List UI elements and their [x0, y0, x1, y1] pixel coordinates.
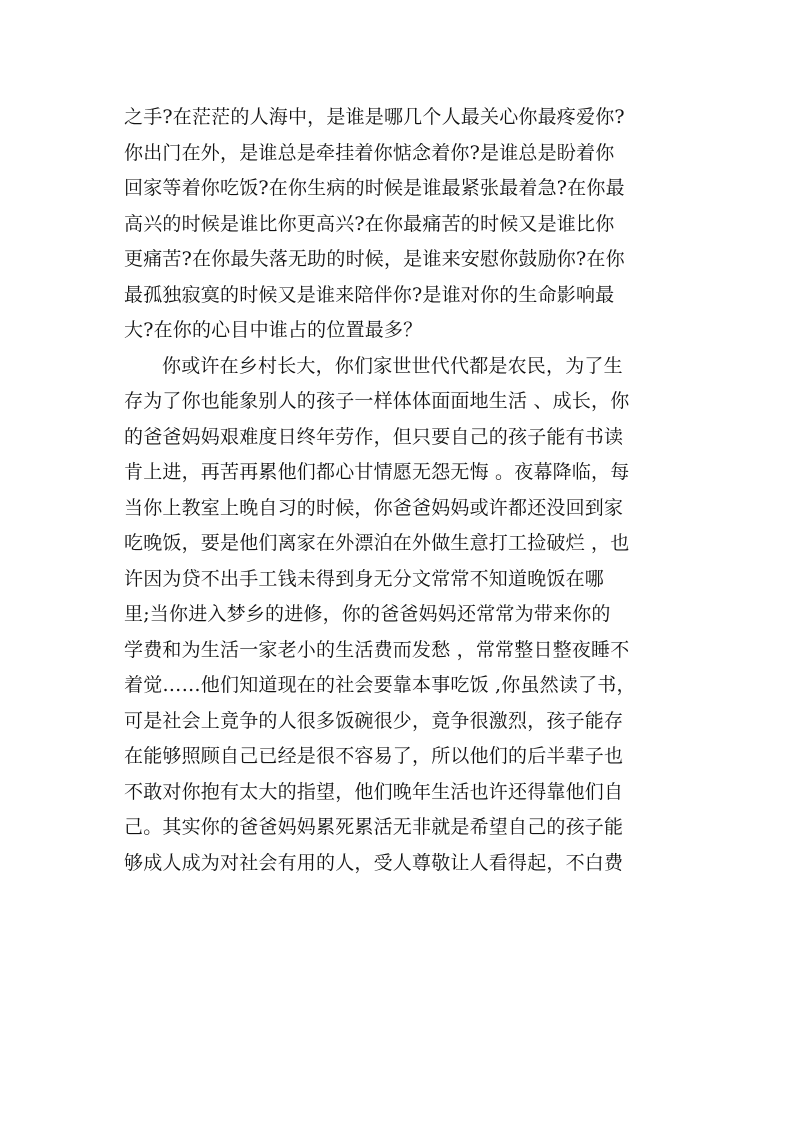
text-line: 可是社会上竟争的人很多饭碗很少，竟争很激烈，孩子能存 — [124, 709, 624, 732]
text-line: 肯上进，再苦再累他们都心甘情愿无怨无悔 。夜幕降临，每 — [124, 461, 630, 483]
text-line: 你出门在外，是谁总是牵挂着你惦念着你?是谁总是盼着你 — [124, 141, 615, 164]
text-line: 许因为贷不出手工钱未得到身无分文常常不知道晚饭在哪 — [124, 567, 605, 590]
text-line: 在能够照顾自己已经是很不容易了，所以他们的后半辈子也 — [124, 745, 624, 767]
text-line: 够成人成为对社会有用的人，受人尊敬让人看得起，不白费 — [124, 851, 624, 874]
text-line: 己。其实你的爸爸妈妈累死累活无非就是希望自己的孩子能 — [124, 816, 624, 838]
text-line: 回家等着你吃饭?在你生病的时候是谁最紧张最着急?在你最 — [124, 177, 625, 199]
text-line: 不敢对你抱有太大的指望，他们晚年生活也许还得靠他们自 — [124, 780, 624, 803]
text-line: 存为了你也能象别人的孩子一样体体面面地生活 、成长，你 — [124, 390, 630, 412]
text-line: 着觉……他们知道现在的社会要靠本事吃饭 ,你虽然读了书， — [124, 674, 636, 696]
text-line: 大?在你的心目中谁占的位置最多？ — [124, 319, 423, 341]
text-line: 之手?在茫茫的人海中，是谁是哪几个人最关心你最疼爱你? — [124, 106, 625, 128]
text-line: 更痛苦?在你最失落无助的时候，是谁来安慰你鼓励你?在你 — [124, 248, 625, 270]
text-line: 吃晚饭，要是他们离家在外漂泊在外做生意打工捡破烂 ，也 — [124, 532, 630, 554]
text-line: 当你上教室上晚自习的时候，你爸爸妈妈或许都还没回到家 — [124, 496, 624, 519]
text-line: 里;当你进入梦乡的进修，你的爸爸妈妈还常常为带来你的 — [124, 603, 611, 625]
text-line: 最孤独寂寞的时候又是谁来陪伴你?是谁对你的生命影响最 — [124, 283, 615, 306]
paragraph-start-line: 你或许在乡村长大，你们家世世代代都是农民，为了生 — [162, 354, 623, 377]
text-line: 高兴的时候是谁比你更高兴?在你最痛苦的时候又是谁比你 — [124, 212, 615, 235]
text-line: 学费和为生活一家老小的生活费而发愁 ，常常整日整夜睡不 — [124, 638, 630, 661]
body-text — [124, 100, 684, 881]
text-line: 的爸爸妈妈艰难度日终年劳作，但只要自己的孩子能有书读 — [124, 425, 624, 448]
